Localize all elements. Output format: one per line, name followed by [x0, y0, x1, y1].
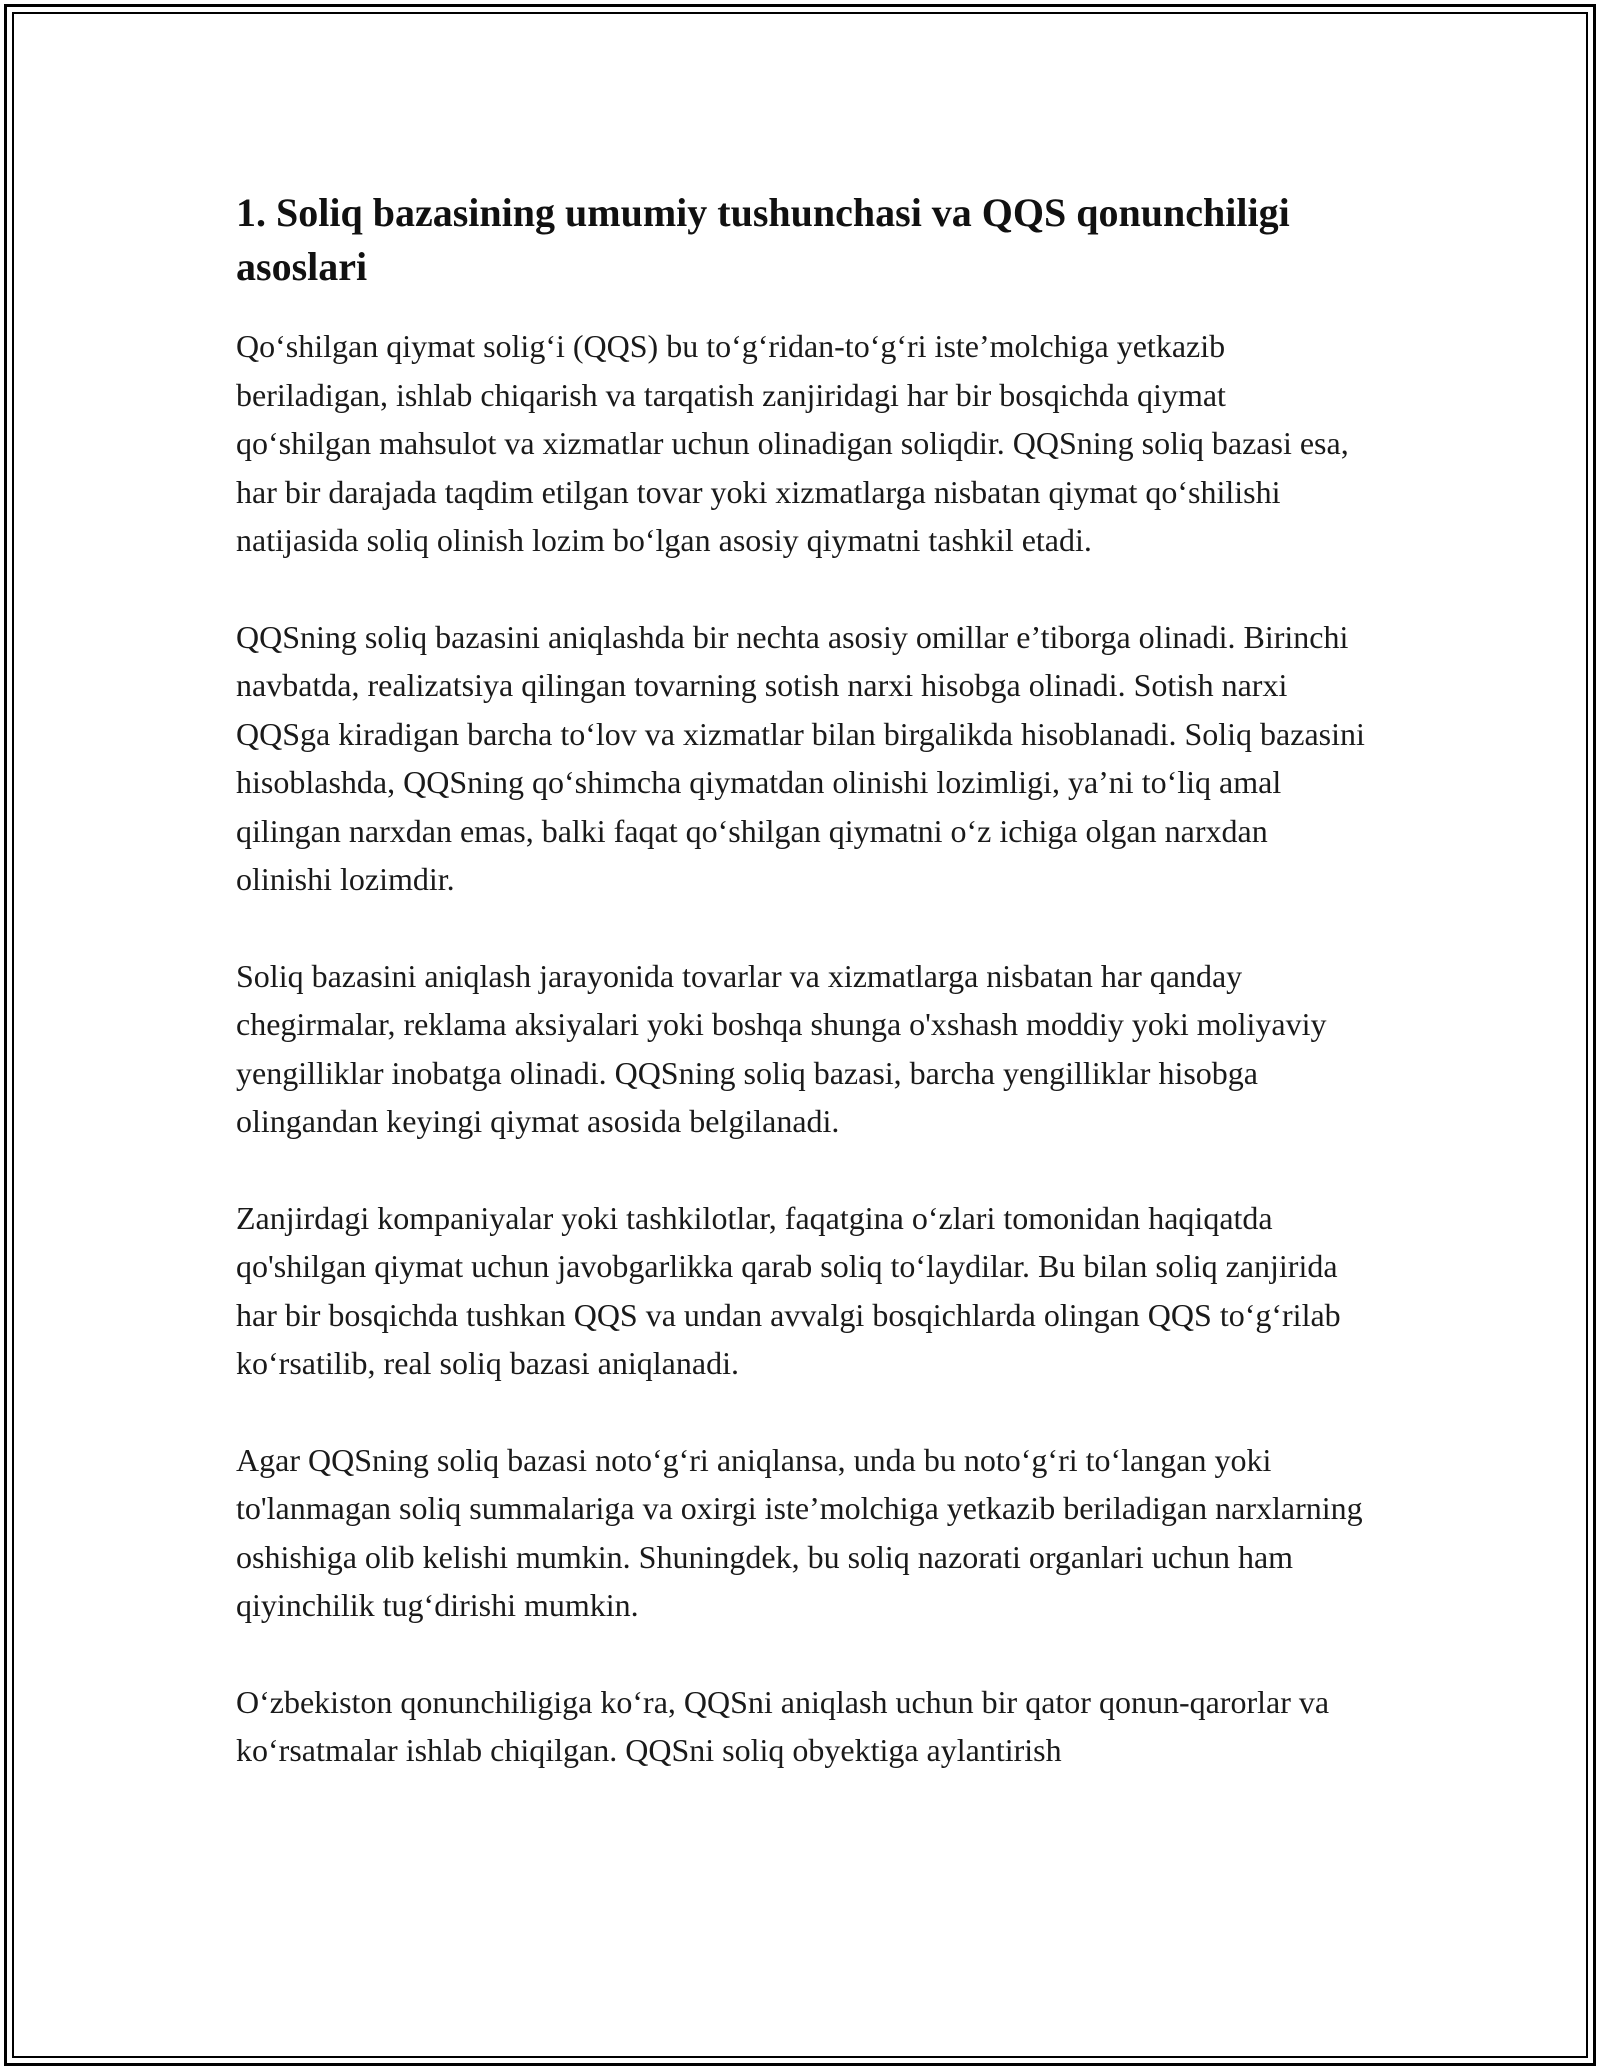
- paragraph-1: Qo‘shilgan qiymat solig‘i (QQS) bu to‘g‘ridan-to‘g‘ri iste’molchiga yetkazib beriladigan, ishlab chiqarish va tarqatish zanjiridagi har bir bosqichda qiymat qo‘shilgan mahsulot va xizmatlar uchun olinadigan soliqdir. QQSning soliq bazasi esa, har bir darajada taqdim etilgan tovar yoki xizmatlarga nisbatan qiymat qo‘shilishi natijasida soliq olinish lozim bo‘lgan asosiy qiymatni tashkil etadi.: [236, 328, 1349, 558]
- document-body: [236, 186, 1366, 1823]
- paragraph-3: Soliq bazasini aniqlash jarayonida tovarlar va xizmatlarga nisbatan har qanday chegirmalar, reklama aksiyalari yoki boshqa shunga o'xshash moddiy yoki moliyaviy yengilliklar inobatga olinadi. QQSning soliq bazasi, barcha yengilliklar hisobga olingandan keyingi qiymat asosida belgilanadi.: [236, 957, 1327, 1139]
- section-title: 1. Soliq bazasining umumiy tushunchasi va QQS qonunchiligi asoslari: [236, 190, 1290, 289]
- paragraph-5: Agar QQSning soliq bazasi noto‘g‘ri aniqlansa, unda bu noto‘g‘ri to‘langan yoki to'lanmagan soliq summalariga va oxirgi iste’molchiga yetkazib beriladigan narxlarning oshishiga olib kelishi mumkin. Shuningdek, bu soliq nazorati organlari uchun ham qiyinchilik tug‘dirishi mumkin.: [236, 1441, 1363, 1623]
- paragraph-4: Zanjirdagi kompaniyalar yoki tashkilotlar, faqatgina o‘zlari tomonidan haqiqatda qo'shilgan qiymat uchun javobgarlikka qarab soliq to‘laydilar. Bu bilan soliq zanjirida har bir bosqichda tushkan QQS va undan avvalgi bosqichlarda olingan QQS to‘g‘rilab ko‘rsatilib, real soliq bazasi aniqlanadi.: [236, 1199, 1341, 1381]
- paragraph-2: QQSning soliq bazasini aniqlashda bir nechta asosiy omillar e’tiborga olinadi. Birinchi navbatda, realizatsiya qilingan tovarning sotish narxi hisobga olinadi. Sotish narxi QQSga kiradigan barcha to‘lov va xizmatlar bilan birgalikda hisoblanadi. Soliq bazasini hisoblashda, QQSning qo‘shimcha qiymatdan olinishi lozimligi, ya’ni to‘liq amal qilingan narxdan emas, balki faqat qo‘shilgan qiymatni o‘z ichiga olgan narxdan olinishi lozimdir.: [236, 618, 1365, 897]
- paragraph-6: O‘zbekiston qonunchiligiga ko‘ra, QQSni aniqlash uchun bir qator qonun-qarorlar va ko‘rsatmalar ishlab chiqilgan. QQSni soliq obyektiga aylantirish: [236, 1683, 1330, 1768]
